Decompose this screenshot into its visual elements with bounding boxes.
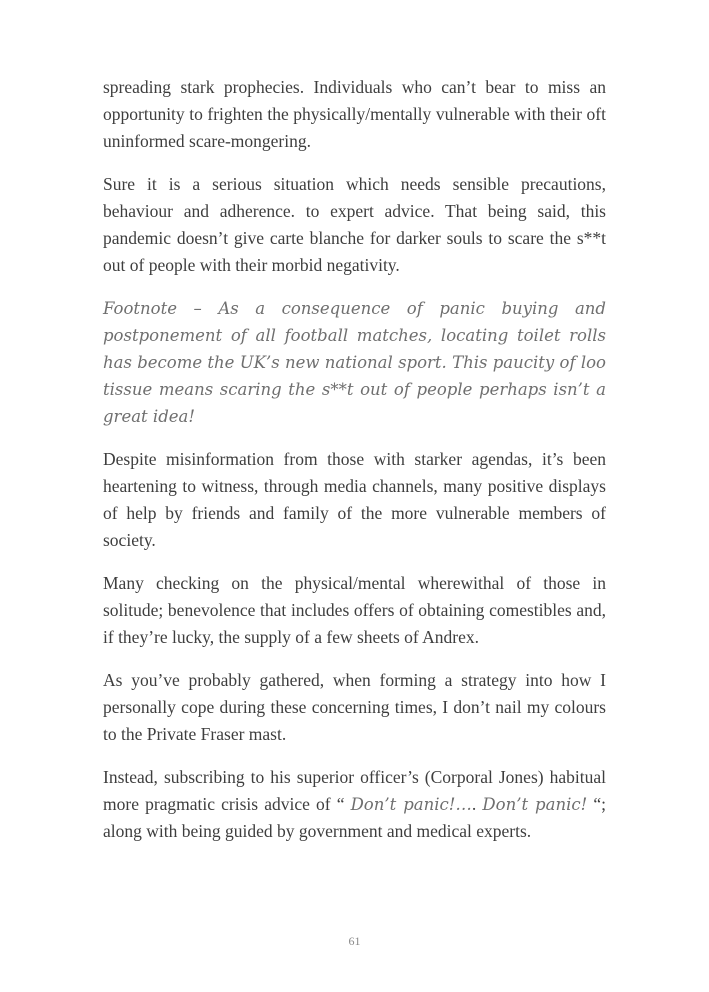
- text-segment: “; along with being guided by government and medical experts.: [103, 794, 606, 841]
- paragraph: [103, 446, 606, 554]
- text-segment: Many checking on the physical/mental wherewithal of those in solitude; benevolence that includes offers of obtaining comestibles and, if they’re lucky, the supply of a few sheets of Andrex.: [103, 573, 606, 647]
- text-segment: Sure it is a serious situation which needs sensible precautions, behaviour and adherence. to expert advice. That being said, this pandemic doesn’t give carte blanche for darker souls to scare the s**t out of people with their morbid negativity.: [103, 174, 606, 275]
- italic-text-segment: Footnote – As a consequence of panic buying and postponement of all football matches, locating toilet rolls has become the UK’s new national sport. This paucity of loo tissue means scaring the s**t out of people perhaps isn’t a great idea!: [103, 299, 606, 426]
- italic-text-segment: Don’t panic!…: [350, 795, 472, 814]
- text-segment: Instead, subscribing to his superior officer’s (Corporal Jones) habitual more pragmatic crisis advice of “: [103, 767, 606, 814]
- footnote-paragraph: [103, 295, 606, 430]
- paragraph: [103, 764, 606, 845]
- paragraph: [103, 74, 606, 155]
- page-number: 61: [348, 934, 361, 948]
- paragraph: [103, 667, 606, 748]
- paragraph: [103, 171, 606, 279]
- italic-text-segment: Don’t panic!: [482, 795, 588, 814]
- text-segment: .: [471, 794, 483, 814]
- text-segment: spreading stark prophecies. Individuals who can’t bear to miss an opportunity to frighten the physically/mentally vulnerable with their oft uninformed scare-mongering.: [103, 77, 606, 151]
- text-segment: Despite misinformation from those with starker agendas, it’s been heartening to witness, through media channels, many positive displays of help by friends and family of the more vulnerable members of society.: [103, 449, 606, 550]
- paragraph: [103, 570, 606, 651]
- text-body: [103, 74, 606, 861]
- text-segment: As you’ve probably gathered, when forming a strategy into how I personally cope during these concerning times, I don’t nail my colours to the Private Fraser mast.: [103, 670, 606, 744]
